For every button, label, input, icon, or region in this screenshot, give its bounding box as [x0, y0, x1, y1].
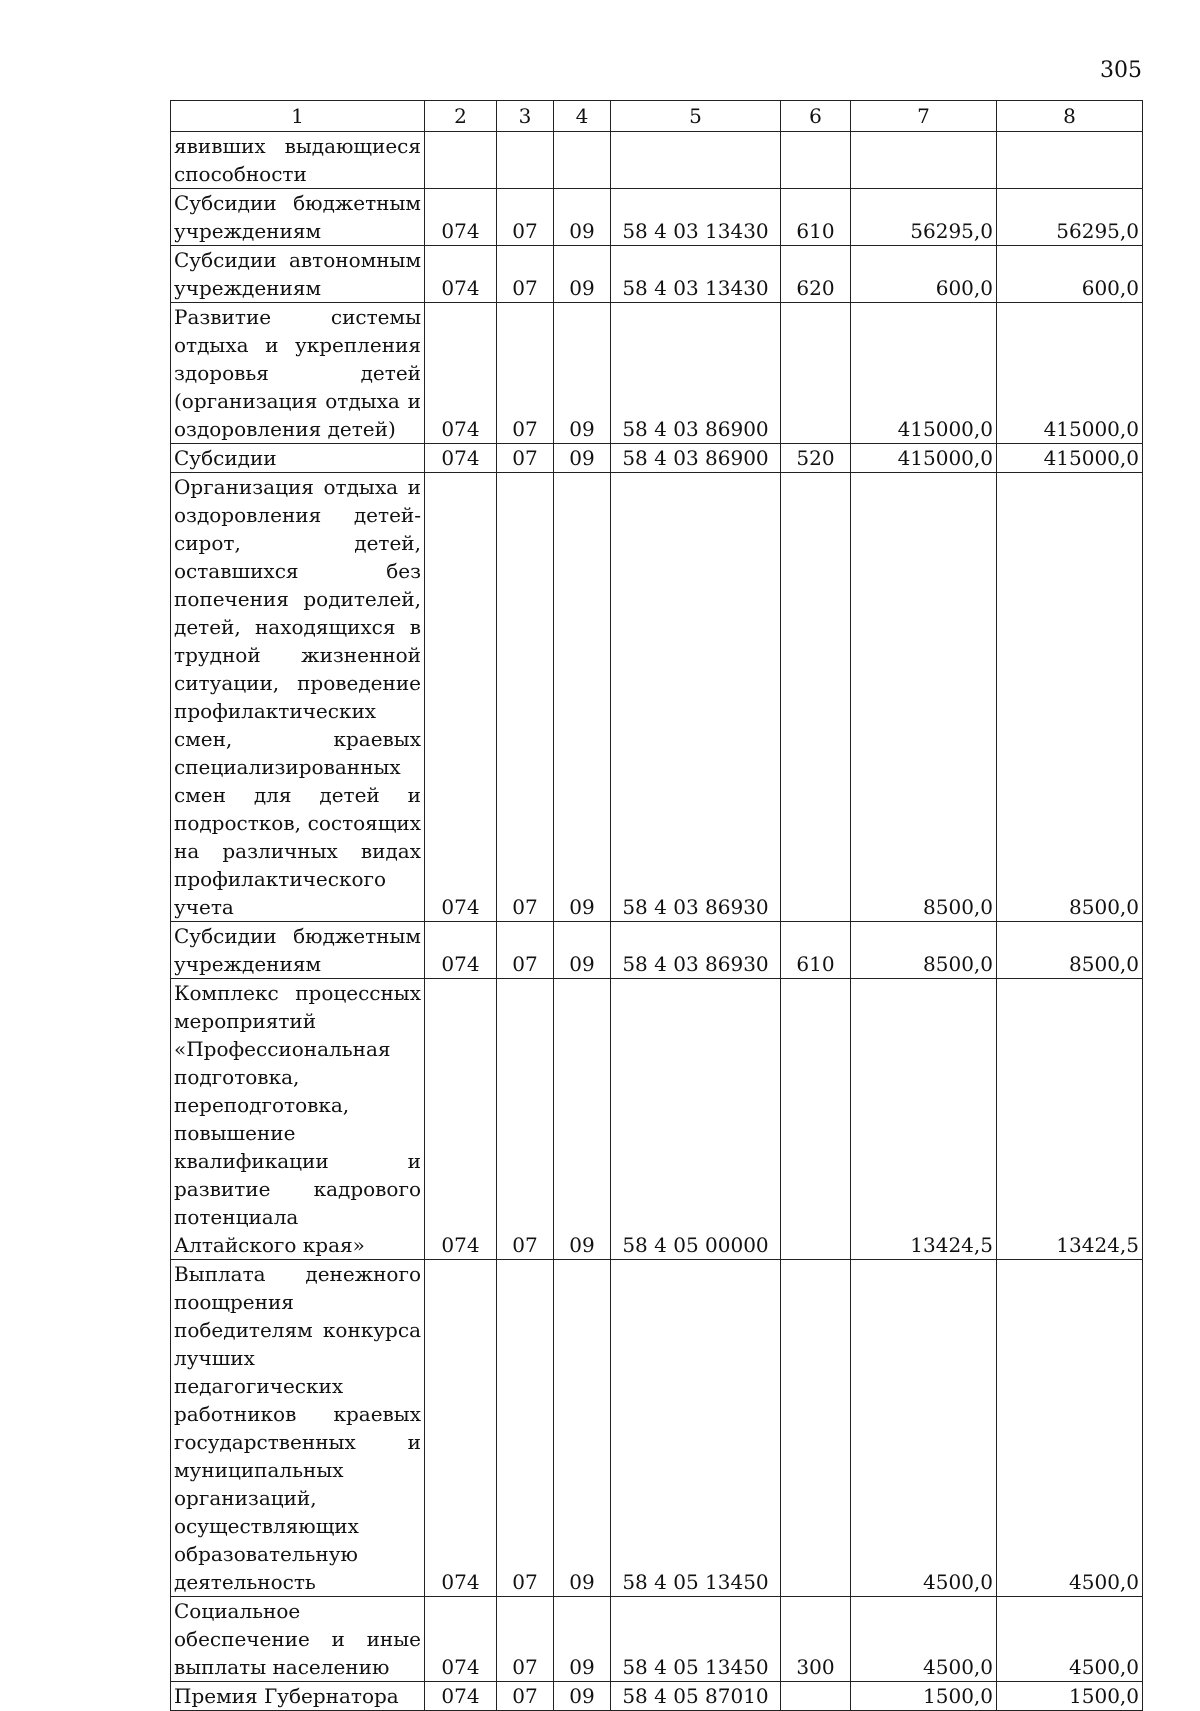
row-name-cell: Премия Губернатора — [171, 1682, 425, 1711]
target-article-cell: 58 4 05 13450 — [611, 1597, 781, 1682]
target-article-cell: 58 4 03 86930 — [611, 473, 781, 922]
target-article-cell: 58 4 03 86900 — [611, 303, 781, 444]
row-name-cell: Субсидии бюджетным учреждениям — [171, 189, 425, 246]
expense-type-cell — [781, 1260, 851, 1597]
header-row — [171, 101, 1143, 132]
admin-code-cell: 074 — [425, 189, 497, 246]
subsection-cell: 09 — [554, 1682, 611, 1711]
target-article-cell: 58 4 03 86900 — [611, 444, 781, 473]
row-name-cell: Развитие системы отдыха и укрепления здоровья детей (организация отдыха и оздоровления детей) — [171, 303, 425, 444]
amount-cell-year1: 4500,0 — [851, 1597, 997, 1682]
admin-code-cell: 074 — [425, 1597, 497, 1682]
expense-type-cell — [781, 303, 851, 444]
header-cell: 5 — [611, 101, 781, 132]
header-cell: 2 — [425, 101, 497, 132]
amount-cell-year1: 8500,0 — [851, 922, 997, 979]
table-row — [171, 473, 1143, 922]
subsection-cell: 09 — [554, 246, 611, 303]
expense-type-cell: 610 — [781, 922, 851, 979]
amount-cell-year2 — [997, 132, 1143, 189]
amount-cell-year1: 56295,0 — [851, 189, 997, 246]
section-cell — [497, 132, 554, 189]
table-row — [171, 1260, 1143, 1597]
table-row — [171, 979, 1143, 1260]
admin-code-cell: 074 — [425, 473, 497, 922]
amount-cell-year2: 4500,0 — [997, 1260, 1143, 1597]
subsection-cell — [554, 132, 611, 189]
amount-cell-year2: 4500,0 — [997, 1597, 1143, 1682]
amount-cell-year2: 415000,0 — [997, 444, 1143, 473]
table-header — [171, 101, 1143, 132]
expense-type-cell — [781, 132, 851, 189]
section-cell: 07 — [497, 1682, 554, 1711]
amount-cell-year1: 4500,0 — [851, 1260, 997, 1597]
amount-cell-year2: 8500,0 — [997, 922, 1143, 979]
target-article-cell — [611, 132, 781, 189]
subsection-cell: 09 — [554, 1260, 611, 1597]
subsection-cell: 09 — [554, 189, 611, 246]
admin-code-cell: 074 — [425, 979, 497, 1260]
table-body — [171, 132, 1143, 1711]
target-article-cell: 58 4 05 87010 — [611, 1682, 781, 1711]
target-article-cell: 58 4 05 13450 — [611, 1260, 781, 1597]
section-cell: 07 — [497, 189, 554, 246]
subsection-cell: 09 — [554, 922, 611, 979]
page-number: 305 — [1100, 58, 1142, 83]
row-name-cell: явивших выдающиеся способности — [171, 132, 425, 189]
row-name-cell: Организация отдыха и оздоровления детей-сирот, детей, оставшихся без попечения родителей, детей, находящихся в трудной жизненной ситуации, проведение профилактических смен, краевых специализированных смен для детей и подростков, состоящих на различных видах профилактического учета — [171, 473, 425, 922]
amount-cell-year1: 1500,0 — [851, 1682, 997, 1711]
row-name-cell: Выплата денежного поощрения победителям конкурса лучших педагогических работников краевых государственных и муниципальных организаций, осуществляющих образовательную деятельность — [171, 1260, 425, 1597]
expense-type-cell — [781, 473, 851, 922]
amount-cell-year2: 13424,5 — [997, 979, 1143, 1260]
header-cell: 3 — [497, 101, 554, 132]
table-row — [171, 189, 1143, 246]
admin-code-cell: 074 — [425, 922, 497, 979]
target-article-cell: 58 4 03 13430 — [611, 246, 781, 303]
expense-type-cell — [781, 979, 851, 1260]
amount-cell-year1: 415000,0 — [851, 444, 997, 473]
section-cell: 07 — [497, 1597, 554, 1682]
header-cell: 1 — [171, 101, 425, 132]
amount-cell-year2: 600,0 — [997, 246, 1143, 303]
target-article-cell: 58 4 03 13430 — [611, 189, 781, 246]
admin-code-cell: 074 — [425, 303, 497, 444]
target-article-cell: 58 4 05 00000 — [611, 979, 781, 1260]
expense-type-cell: 620 — [781, 246, 851, 303]
header-cell: 8 — [997, 101, 1143, 132]
amount-cell-year2: 1500,0 — [997, 1682, 1143, 1711]
row-name-cell: Субсидии бюджетным учреждениям — [171, 922, 425, 979]
subsection-cell: 09 — [554, 444, 611, 473]
amount-cell-year1: 600,0 — [851, 246, 997, 303]
row-name-cell: Социальное обеспечение и иные выплаты населению — [171, 1597, 425, 1682]
target-article-cell: 58 4 03 86930 — [611, 922, 781, 979]
subsection-cell: 09 — [554, 1597, 611, 1682]
header-cell: 6 — [781, 101, 851, 132]
row-name-cell: Комплекс процессных мероприятий «Профессиональная подготовка, переподготовка, повышение квалификации и развитие кадрового потенциала Алтайского края» — [171, 979, 425, 1260]
section-cell: 07 — [497, 246, 554, 303]
table-row — [171, 922, 1143, 979]
amount-cell-year1: 415000,0 — [851, 303, 997, 444]
section-cell: 07 — [497, 1260, 554, 1597]
table-row — [171, 444, 1143, 473]
admin-code-cell: 074 — [425, 1260, 497, 1597]
section-cell: 07 — [497, 444, 554, 473]
amount-cell-year1 — [851, 132, 997, 189]
expense-type-cell — [781, 1682, 851, 1711]
expense-type-cell: 520 — [781, 444, 851, 473]
admin-code-cell: 074 — [425, 444, 497, 473]
admin-code-cell: 074 — [425, 1682, 497, 1711]
section-cell: 07 — [497, 303, 554, 444]
subsection-cell: 09 — [554, 979, 611, 1260]
subsection-cell: 09 — [554, 473, 611, 922]
section-cell: 07 — [497, 473, 554, 922]
amount-cell-year1: 8500,0 — [851, 473, 997, 922]
budget-table — [170, 100, 1143, 1711]
section-cell: 07 — [497, 922, 554, 979]
expense-type-cell: 300 — [781, 1597, 851, 1682]
amount-cell-year2: 56295,0 — [997, 189, 1143, 246]
amount-cell-year2: 415000,0 — [997, 303, 1143, 444]
row-name-cell: Субсидии автономным учреждениям — [171, 246, 425, 303]
section-cell: 07 — [497, 979, 554, 1260]
row-name-cell: Субсидии — [171, 444, 425, 473]
header-cell: 7 — [851, 101, 997, 132]
table-row — [171, 1597, 1143, 1682]
amount-cell-year2: 8500,0 — [997, 473, 1143, 922]
header-cell: 4 — [554, 101, 611, 132]
expense-type-cell: 610 — [781, 189, 851, 246]
table-row — [171, 1682, 1143, 1711]
table-row — [171, 132, 1143, 189]
subsection-cell: 09 — [554, 303, 611, 444]
amount-cell-year1: 13424,5 — [851, 979, 997, 1260]
table-row — [171, 303, 1143, 444]
admin-code-cell: 074 — [425, 246, 497, 303]
admin-code-cell — [425, 132, 497, 189]
table-row — [171, 246, 1143, 303]
